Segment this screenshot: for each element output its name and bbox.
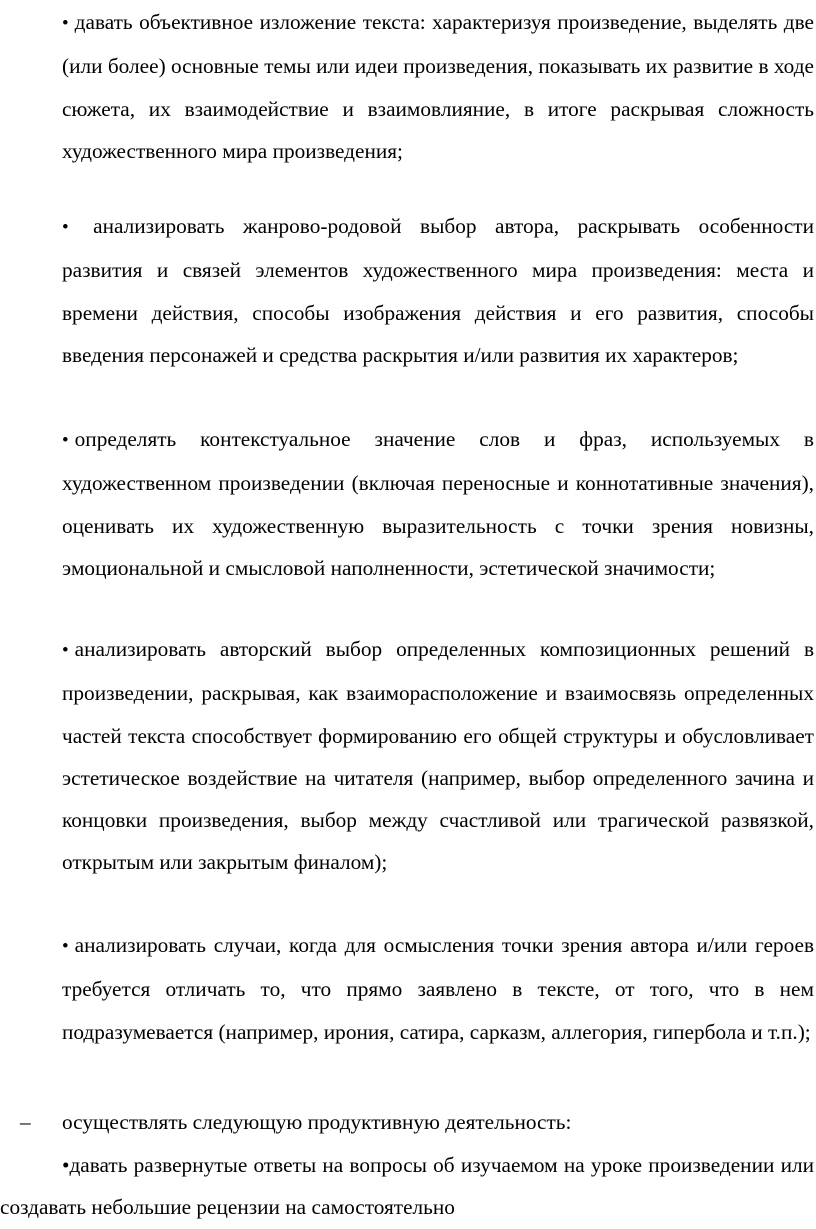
list-item-text: анализировать жанрово-родовой выбор автора, раскрывать особенности развития и связей элементов художественного мира произведения: места и времени действия, способы изображения действия и его развития, способы введения персонажей и средства раскрытия и/или развития их характеров; — [62, 214, 815, 367]
dash-list-item — [20, 1101, 814, 1143]
list-item-text: давать объективное изложение текста: характеризуя произведение, выделять две (или более) основные темы или идеи произведения, показывать их развитие в ходе сюжета, их взаимодействие и взаимовлияние, в итоге раскрывая сложность художественного мира произведения; — [62, 10, 814, 163]
bullet-icon: • — [62, 217, 69, 238]
bullet-icon: • — [62, 13, 69, 34]
dash-icon: – — [20, 1110, 31, 1134]
list-item — [62, 205, 814, 376]
bullet-icon: • — [62, 430, 69, 451]
list-item-text: определять контекстуальное значение слов и фраз, используемых в художественном произведении (включая переносные и коннотативные значения), оценивать их художественную выразительность с точки зрения новизны, эмоциональной и смысловой наполненности, эстетической значимости; — [62, 427, 814, 580]
dash-list-item-text: осуществлять следующую продуктивную деятельность: — [62, 1110, 572, 1134]
list-item — [62, 628, 814, 884]
list-item-text: анализировать авторский выбор определенных композиционных решений в произведении, раскрывая, как взаиморасположение и взаимосвязь определенных частей текста способствует формированию его общей структуры и обусловливает эстетическое воздействие на читателя (например, выбор определенного зачина и концовки произведения, выбор между счастливой или трагической развязкой, открытым или закрытым финалом); — [62, 637, 814, 875]
list-item — [62, 418, 814, 589]
bullet-icon: • — [62, 640, 69, 661]
list-item — [62, 1, 814, 172]
bullet-icon: • — [62, 936, 69, 957]
list-item — [62, 924, 814, 1053]
bullet-icon: • — [62, 1153, 70, 1177]
list-item — [0, 1144, 814, 1229]
list-item-text: давать развернутые ответы на вопросы об изучаемом на уроке произведении или создавать небольшие рецензии на самостоятельно — [0, 1153, 814, 1220]
list-item-text: анализировать случаи, когда для осмысления точки зрения автора и/или героев требуется отличать то, что прямо заявлено в тексте, от того, что в нем подразумевается (например, ирония, сатира, сарказм, аллегория, гипербола и т.п.); — [62, 933, 814, 1044]
